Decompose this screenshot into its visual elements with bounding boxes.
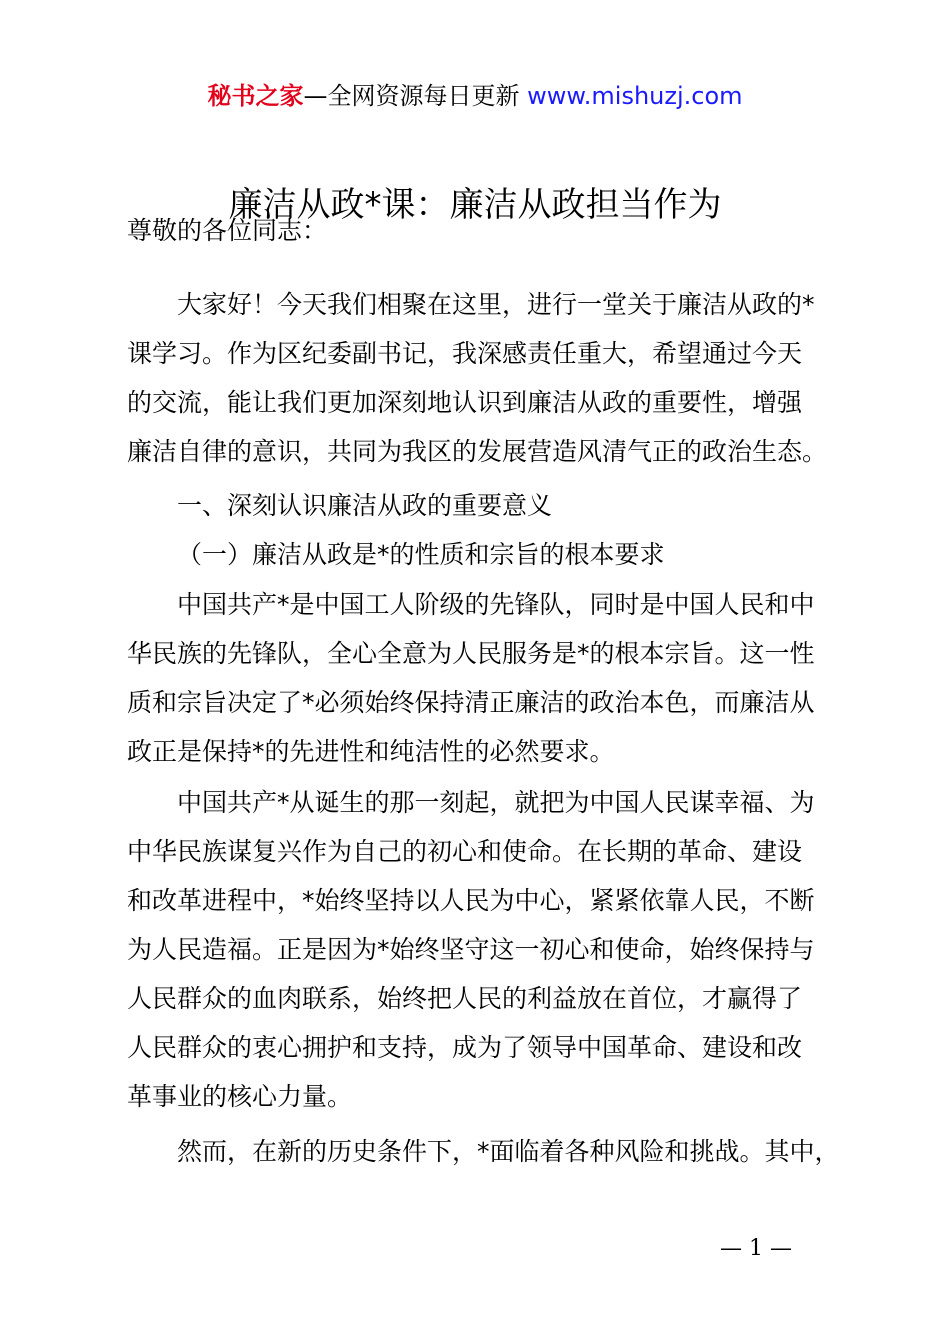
paragraph-4 xyxy=(127,1127,840,1176)
text-line: 然而，在新的历史条件下，*面临着各种风险和挑战。其中， xyxy=(177,1137,840,1166)
text-line: 人民群众的衷心拥护和支持，成为了领导中国革命、建设和改 xyxy=(127,1033,803,1062)
text-line: 华民族的先锋队，全心全意为人民服务是*的根本宗旨。这一性 xyxy=(127,639,815,668)
paragraph-intro xyxy=(127,280,833,476)
heading-line: 一、深刻认识廉洁从政的重要意义 xyxy=(177,491,553,520)
paragraph-3 xyxy=(127,778,833,1121)
tagline: —全网资源每日更新 xyxy=(303,82,520,110)
page-number: — 1 — xyxy=(720,1236,792,1261)
site-url[interactable]: www.mishuzj.com xyxy=(527,82,743,110)
text-line: 和改革进程中，*始终坚持以人民为中心，紧紧依靠人民，不断 xyxy=(127,886,815,915)
section-heading-1 xyxy=(127,481,833,530)
paragraph-2 xyxy=(127,580,833,776)
text-line: 人民群众的血肉联系，始终把人民的利益放在首位，才赢得了 xyxy=(127,984,803,1013)
text-line: 课学习。作为区纪委副书记，我深感责任重大，希望通过今天 xyxy=(127,339,803,368)
text-line: 中国共产*是中国工人阶级的先锋队，同时是中国人民和中 xyxy=(177,590,815,619)
text-line: 的交流，能让我们更加深刻地认识到廉洁从政的重要性，增强 xyxy=(127,388,803,417)
brand-name: 秘书之家 xyxy=(207,82,304,110)
subsection-heading-1 xyxy=(127,530,833,579)
text-line: 廉洁自律的意识，共同为我区的发展营造风清气正的政治生态。 xyxy=(127,437,828,466)
text-line: 政正是保持*的先进性和纯洁性的必然要求。 xyxy=(127,737,615,766)
text-line: 革事业的核心力量。 xyxy=(127,1082,353,1111)
text-line: 质和宗旨决定了*必须始终保持清正廉洁的政治本色，而廉洁从 xyxy=(127,688,815,717)
text-line: 中国共产*从诞生的那一刻起，就把为中国人民谋幸福、为 xyxy=(177,788,815,817)
greeting: 尊敬的各位同志： xyxy=(127,216,328,245)
text-line: 中华民族谋复兴作为自己的初心和使命。在长期的革命、建设 xyxy=(127,837,803,866)
document-title: 廉洁从政*课：廉洁从政担当作为 xyxy=(228,185,722,225)
heading-line: （一）廉洁从政是*的性质和宗旨的根本要求 xyxy=(177,540,665,569)
text-line: 为人民造福。正是因为*始终坚守这一初心和使命，始终保持与 xyxy=(127,935,815,964)
text-line: 大家好！今天我们相聚在这里，进行一堂关于廉洁从政的* xyxy=(177,290,815,319)
header-banner xyxy=(0,80,950,112)
